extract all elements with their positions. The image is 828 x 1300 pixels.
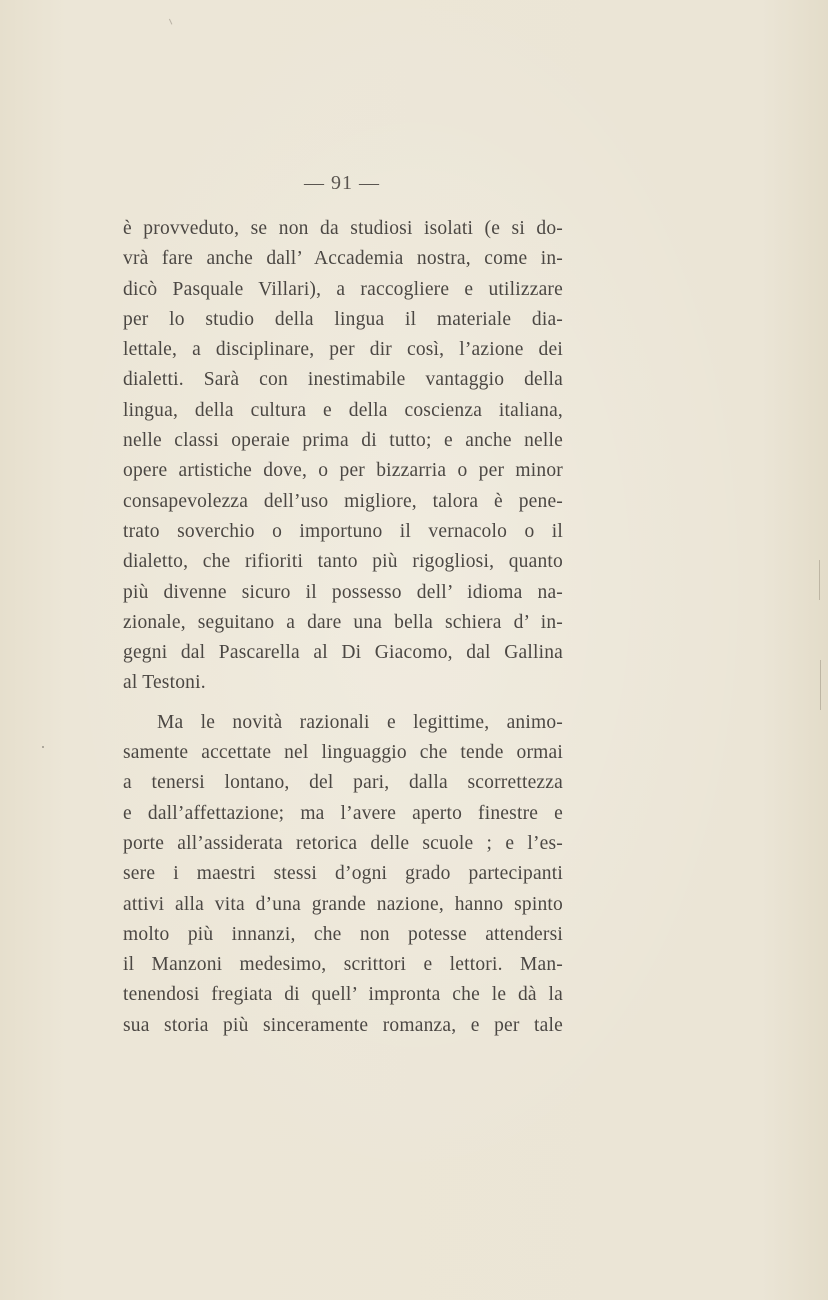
text-line: consapevolezza dell’uso migliore, talora è pene- — [123, 490, 563, 512]
text-line: sere i maestri stessi d’ogni grado partecipanti — [123, 863, 563, 885]
text-line: dialetto, che rifioriti tanto più rigogliosi, quanto — [123, 551, 563, 573]
text-line: lingua, della cultura e della coscienza italiana, — [123, 399, 563, 421]
text-line: al Testoni. — [123, 672, 206, 694]
text-line: il Manzoni medesimo, scrittori e lettori. Man- — [123, 954, 563, 976]
text-line: a tenersi lontano, del pari, dalla scorrettezza — [123, 772, 563, 794]
paragraph-2 — [123, 708, 563, 1041]
text-line: porte all’assiderata retorica delle scuole ; e l’es- — [123, 832, 563, 854]
body-text — [123, 214, 563, 1041]
text-line: molto più innanzi, che non potesse attendersi — [123, 923, 563, 945]
text-line: più divenne sicuro il possesso dell’ idioma na- — [123, 581, 563, 603]
text-line: opere artistiche dove, o per bizzarria o per minor — [123, 460, 563, 482]
page-number: — 91 — — [304, 172, 380, 194]
text-line: gegni dal Pascarella al Di Giacomo, dal Gallina — [123, 642, 563, 664]
text-line: trato soverchio o importuno il vernacolo o il — [123, 520, 563, 542]
text-line: è provveduto, se non da studiosi isolati (e si do- — [123, 218, 563, 239]
paper-speck — [42, 746, 44, 748]
text-line: Ma le novità razionali e legittime, animo- — [157, 711, 563, 733]
text-line: vrà fare anche dall’ Accademia nostra, come in- — [123, 248, 563, 270]
text-line: e dall’affettazione; ma l’avere aperto finestre e — [123, 802, 563, 824]
text-line: tenendosi fregiata di quell’ impronta che le dà la — [123, 984, 563, 1006]
text-line: dialetti. Sarà con inestimabile vantaggio della — [123, 369, 563, 391]
text-line: attivi alla vita d’una grande nazione, hanno spinto — [123, 893, 563, 915]
text-line: dicò Pasquale Villari), a raccogliere e utilizzare — [123, 278, 563, 300]
right-edge-mark-2 — [820, 660, 821, 710]
text-line: lettale, a disciplinare, per dir così, l’azione dei — [123, 339, 563, 361]
paragraph-1 — [123, 214, 563, 699]
paper-mark — [169, 17, 175, 24]
right-edge-mark — [819, 560, 820, 600]
text-line: samente accettate nel linguaggio che tende ormai — [123, 742, 563, 764]
text-line: nelle classi operaie prima di tutto; e anche nelle — [123, 430, 563, 452]
text-line: per lo studio della lingua il materiale dia- — [123, 308, 563, 330]
text-line: sua storia più sinceramente romanza, e per tale — [123, 1014, 563, 1036]
text-line: zionale, seguitano a dare una bella schiera d’ in- — [123, 611, 563, 633]
